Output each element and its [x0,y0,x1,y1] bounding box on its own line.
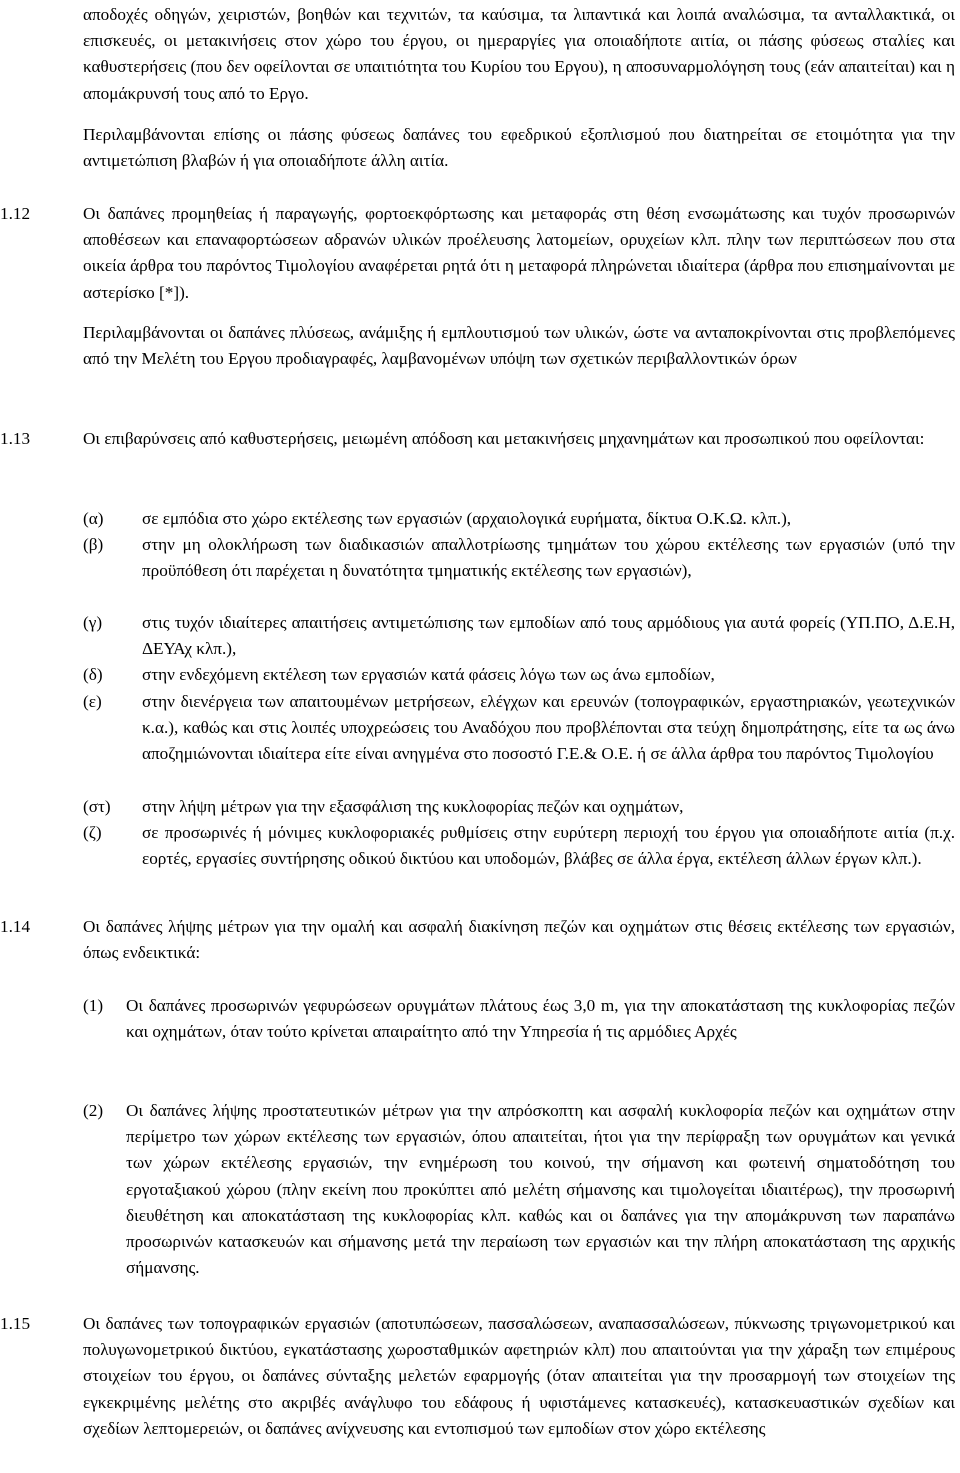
list-item-text: στην διενέργεια των απαιτουμένων μετρήσεων, ελέγχων και ερευνών (τοπογραφικών, εργαστηριακών, γεωτεχνικών κ.α.), καθώς και στις λοιπές υποχρεώσεις του Αναδόχου που προβλέπονται στα τεύχη δημοπράτησης, είτε τα ως άνω αποζημιώνονται ιδιαίτερα είτε είναι ανηγμένα στο ποσοστό Γ.Ε.& Ο.Ε. ή σε άλλα άρθρα του παρόντος Τιμολογίου [142,692,955,764]
section-number-1-15: 1.15 [0,1314,31,1333]
list-item-text: σε εμπόδια στο χώρο εκτέλεσης των εργασιών (αρχαιολογικά ευρήματα, δίκτυα Ο.Κ.Ω. κλπ.), [142,509,792,528]
section-1-12-paragraph: Οι δαπάνες προμηθείας ή παραγωγής, φορτοεκφόρτωσης και μεταφοράς στη θέση ενσωμάτωσης και τυχόν προσωρινών αποθέσεων και επαναφορτώσεων αδρανών υλικών προέλευσης λατομείων, ορυχείων κλπ. πλην των περιπτώσεων που στα οικεία άρθρα του παρόντος Τιμολογίου αναφέρεται ρητά ότι η μεταφορά πληρώνεται ιδιαίτερα (άρθρα που επισημαίνονται με αστερίσκο [*]). [83,204,955,302]
list-item-label: (ε) [83,692,102,711]
list-item-text: στην λήψη μέτρων για την εξασφάλιση της κυκλοφορίας πεζών και οχημάτων, [142,797,684,816]
list-item-label: (ζ) [83,823,102,842]
section-number-1-14: 1.14 [0,917,31,936]
section-1-13-paragraph: Οι επιβαρύνσεις από καθυστερήσεις, μειωμένη απόδοση και μετακινήσεις μηχανημάτων και προσωπικού που οφείλονται: [83,429,925,448]
list-item-label: (β) [83,535,104,554]
list-item-text: στις τυχόν ιδιαίτερες απαιτήσεις αντιμετώπισης των εμποδίων από τους αρμόδιους για αυτά φορείς (ΥΠ.ΠΟ, Δ.Ε.Η, ΔΕΥΑχ κλπ.), [142,613,955,659]
list-item-label: (γ) [83,613,103,632]
list-item-label: (στ) [83,797,111,816]
list-item-label: (2) [83,1101,104,1120]
list-item-text: Οι δαπάνες λήψης προστατευτικών μέτρων για την απρόσκοπτη και ασφαλή κυκλοφορία πεζών και οχημάτων στην περίμετρο των χώρων εκτέλεσης των εργασιών, όπου απαιτείται, ήτοι για την περίφραξη των ορυγμάτων και γενικά των χώρων εκτέλεσης εργασιών, την ενημέρωση του κοινού, την σήμανση και φωτεινή σηματοδότηση του εργοταξιακού χώρου (πλην εκείνη που προκύπτει από μελέτη σήμανσης και τιμολογείται ιδιαιτέρως), την προσωρινή διευθέτηση και αποκατάσταση της κυκλοφορίας κλπ. καθώς και οι δαπάνες για την απομάκρυνση των παραπάνω προσωρινών κατασκευών και σήμανσης μετά την περαίωση των εργασιών και την πλήρη αποκατάσταση της αρχικής σήμανσης. [126,1101,955,1278]
list-item-text: σε προσωρινές ή μόνιμες κυκλοφοριακές ρυθμίσεις στην ευρύτερη περιοχή του έργου για οποιαδήποτε αιτία (π.χ. εορτές, εργασίες συντήρησης οδικού δικτύου και υποδομών, βλάβες σε άλλα έργα, εκτέλεση άλλων έργων κλπ.). [142,823,955,869]
intro-standby-paragraph: Περιλαμβάνονται επίσης οι πάσης φύσεως δαπάνες του εφεδρικού εξοπλισμού που διατηρείται σε ετοιμότητα για την αντιμετώπιση βλαβών ή για οποιαδήποτε άλλη αιτία. [83,125,955,171]
section-1-15-paragraph: Οι δαπάνες των τοπογραφικών εργασιών (αποτυπώσεων, πασσαλώσεων, αναπασσαλώσεων, πύκνωσης τριγωνομετρικού και πολυγωνομετρικού δικτύου, εγκατάστασης χωροσταθμικών αφετηριών κλπ) που απαιτούνται για την χάραξη των επιμέρους στοιχείων του έργου, οι δαπάνες σύνταξης μελετών εφαρμογής (όταν απαιτείται για την προσαρμογή των στοιχείων της εγκεκριμένης μελέτης στο ακριβές ανάγλυφο του εδάφους ή υφιστάμενες κατασκευές), κατασκευαστικών σχεδίων και σχεδίων λεπτομερειών, οι δαπάνες ανίχνευσης και εντοπισμού των εμποδίων στον χώρο εκτέλεσης [83,1314,955,1438]
intro-continuation-paragraph: αποδοχές οδηγών, χειριστών, βοηθών και τεχνιτών, τα καύσιμα, τα λιπαντικά και λοιπά αναλώσιμα, τα ανταλλακτικά, οι επισκευές, οι μετακινήσεις στον χώρο του έργου, οι ημεραργίες για οποιαδήποτε αιτία, οι πάσης φύσεως σταλίες και καθυστερήσεις (που δεν οφείλονται σε υπαιτιότητα του Κυρίου του Εργου), η αποσυναρμολόγηση τους (εάν απαιτείται) και η απομάκρυνσή τους από το Εργο. [83,5,955,103]
list-item-label: (1) [83,996,104,1015]
list-item-label: (α) [83,509,104,528]
section-1-12-second-paragraph: Περιλαμβάνονται οι δαπάνες πλύσεως, ανάμιξης ή εμπλουτισμού των υλικών, ώστε να ανταποκρίνονται στις προβλεπόμενες από την Μελέτη του Εργου προδιαγραφές, λαμβανομένων υπόψη των σχετικών περιβαλλοντικών όρων [83,323,955,369]
section-number-1-13: 1.13 [0,429,31,448]
section-1-14-paragraph: Οι δαπάνες λήψης μέτρων για την ομαλή και ασφαλή διακίνηση πεζών και οχημάτων στις θέσεις εκτέλεσης των εργασιών, όπως ενδεικτικά: [83,917,955,963]
list-item-text: Οι δαπάνες προσωρινών γεφυρώσεων ορυγμάτων πλάτους έως 3,0 m, για την αποκατάσταση της κυκλοφορίας πεζών και οχημάτων, όταν τούτο κρίνεται απαιραίτητο από την Υπηρεσία ή τις αρμόδιες Αρχές [126,996,955,1042]
section-number-1-12: 1.12 [0,204,31,223]
list-item-text: στην μη ολοκλήρωση των διαδικασιών απαλλοτρίωσης τμημάτων του χώρου εκτέλεσης των εργασιών (υπό την προϋπόθεση ότι παρέχεται η δυνατότητα τμηματικής εκτέλεσης των εργασιών), [142,535,955,581]
list-item-label: (δ) [83,665,103,684]
list-item-text: στην ενδεχόμενη εκτέλεση των εργασιών κατά φάσεις λόγω των ως άνω εμποδίων, [142,665,715,684]
